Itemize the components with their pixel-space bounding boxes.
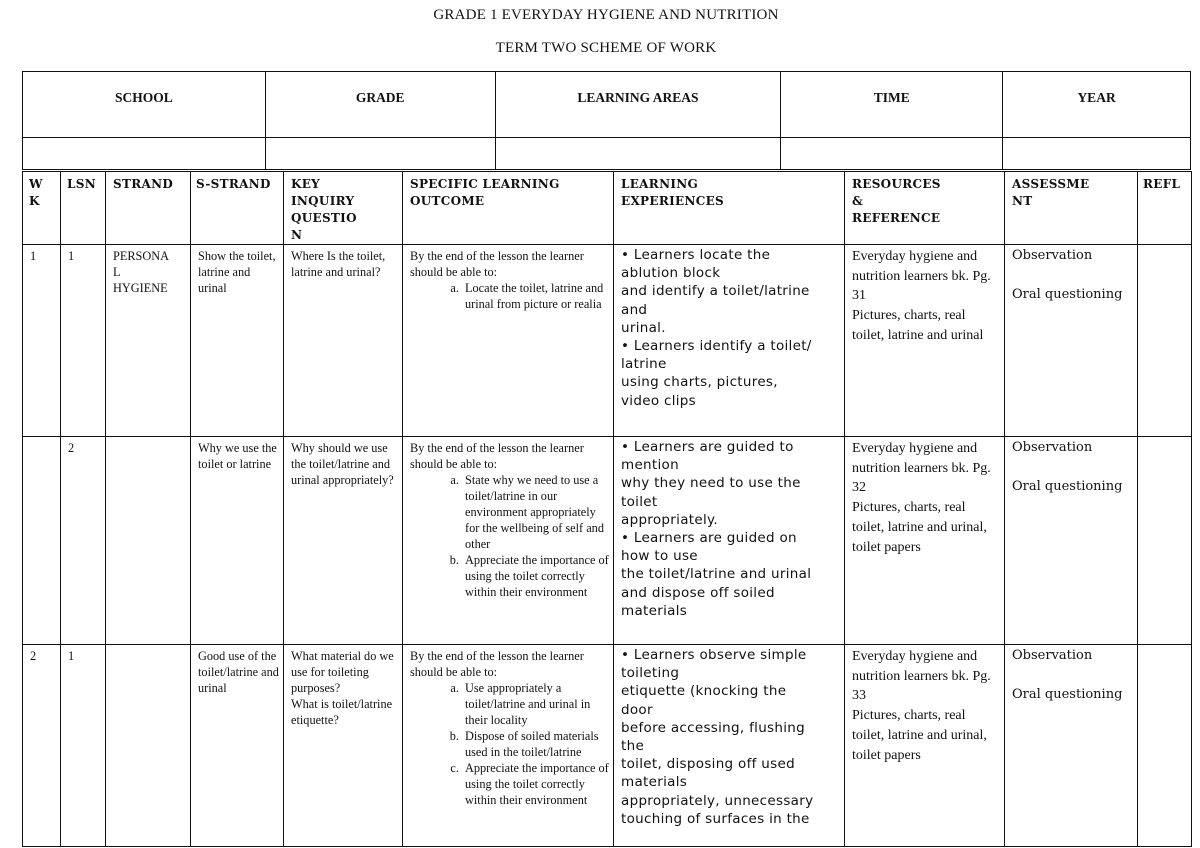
col-header-key-inquiry: KEY INQUIRY QUESTIO N bbox=[284, 172, 403, 245]
time-value-cell[interactable] bbox=[781, 138, 1003, 170]
learning-areas-label: LEARNING AREAS bbox=[495, 72, 781, 138]
learning-outcome-cell bbox=[403, 437, 614, 645]
table-row bbox=[23, 437, 1192, 645]
reflection-cell[interactable] bbox=[1138, 645, 1192, 847]
learning-experiences-cell: • Learners observe simple toileting etiquette (knocking the door before accessing, flushing the toilet, disposing off used materials appropriately, unnecessary touching of surfaces in the bbox=[614, 645, 845, 847]
key-inquiry-cell: Why should we use the toilet/latrine and urinal appropriately? bbox=[284, 437, 403, 645]
lesson-cell: 1 bbox=[61, 245, 106, 437]
assessment-cell bbox=[1005, 245, 1138, 437]
outcome-item: b. Appreciate the importance of using the toilet correctly within their environment bbox=[462, 552, 609, 600]
col-header-reflection: REFL bbox=[1138, 172, 1192, 245]
week-cell: 2 bbox=[23, 645, 61, 847]
assessment-item: Oral questioning bbox=[1012, 687, 1123, 702]
document-subtitle: TERM TWO SCHEME OF WORK bbox=[495, 40, 717, 56]
learning-experiences-cell: • Learners are guided to mention why they need to use the toilet appropriately. • Learners are guided on how to use the toilet/latrine and urinal and dispose off soiled materials bbox=[614, 437, 845, 645]
col-header-week: W K bbox=[23, 172, 61, 245]
grade-value-cell[interactable] bbox=[265, 138, 495, 170]
table-row bbox=[23, 645, 1192, 847]
strand-cell: PERSONA L HYGIENE bbox=[106, 245, 191, 437]
sub-strand-cell: Good use of the toilet/latrine and urinal bbox=[191, 645, 284, 847]
assessment-item: Observation bbox=[1012, 648, 1093, 663]
time-label: TIME bbox=[781, 72, 1003, 138]
outcome-intro: By the end of the lesson the learner should be able to: bbox=[410, 649, 584, 679]
reflection-cell[interactable] bbox=[1138, 437, 1192, 645]
outcome-list bbox=[410, 680, 609, 808]
col-header-lesson: LSN bbox=[61, 172, 106, 245]
outcome-item: a. Use appropriately a toilet/latrine and urinal in their locality bbox=[462, 680, 609, 728]
outcome-intro: By the end of the lesson the learner should be able to: bbox=[410, 249, 584, 279]
col-header-resources: RESOURCES & REFERENCE bbox=[845, 172, 1005, 245]
col-header-sub-strand: S-STRAND bbox=[191, 172, 284, 245]
assessment-item: Oral questioning bbox=[1012, 287, 1123, 302]
outcome-item: a. State why we need to use a toilet/latrine in our environment appropriately for the wellbeing of self and other bbox=[462, 472, 609, 552]
outcome-intro: By the end of the lesson the learner should be able to: bbox=[410, 441, 584, 471]
lesson-cell: 1 bbox=[61, 645, 106, 847]
assessment-item: Observation bbox=[1012, 440, 1093, 455]
sub-strand-cell: Why we use the toilet or latrine bbox=[191, 437, 284, 645]
school-label: SCHOOL bbox=[23, 72, 266, 138]
key-inquiry-cell: What material do we use for toileting purposes? What is toilet/latrine etiquette? bbox=[284, 645, 403, 847]
strand-cell bbox=[106, 645, 191, 847]
key-inquiry-cell: Where Is the toilet, latrine and urinal? bbox=[284, 245, 403, 437]
assessment-item: Observation bbox=[1012, 248, 1093, 263]
col-header-strand: STRAND bbox=[106, 172, 191, 245]
school-value-cell[interactable] bbox=[23, 138, 266, 170]
learning-areas-value-cell[interactable] bbox=[495, 138, 781, 170]
grade-label: GRADE bbox=[265, 72, 495, 138]
col-header-learning-outcome: SPECIFIC LEARNING OUTCOME bbox=[403, 172, 614, 245]
year-label: YEAR bbox=[1003, 72, 1191, 138]
table-header-row bbox=[23, 172, 1192, 245]
assessment-cell bbox=[1005, 437, 1138, 645]
outcome-item: a. Locate the toilet, latrine and urinal from picture or realia bbox=[462, 280, 609, 312]
sub-strand-cell: Show the toilet, latrine and urinal bbox=[191, 245, 284, 437]
learning-experiences-cell: • Learners locate the ablution block and identify a toilet/latrine and urinal. • Learners identify a toilet/ latrine using charts, pictures, video clips bbox=[614, 245, 845, 437]
resources-cell: Everyday hygiene and nutrition learners bk. Pg. 32 Pictures, charts, real toilet, latrine and urinal, toilet papers bbox=[845, 437, 1005, 645]
year-value-cell[interactable] bbox=[1003, 138, 1191, 170]
learning-outcome-cell bbox=[403, 245, 614, 437]
reflection-cell[interactable] bbox=[1138, 245, 1192, 437]
week-cell: 1 bbox=[23, 245, 61, 437]
outcome-list bbox=[410, 472, 609, 600]
assessment-cell bbox=[1005, 645, 1138, 847]
document-title: GRADE 1 EVERYDAY HYGIENE AND NUTRITION bbox=[433, 7, 779, 23]
scheme-of-work-table bbox=[22, 171, 1192, 847]
lesson-cell: 2 bbox=[61, 437, 106, 645]
outcome-item: b. Dispose of soiled materials used in the toilet/latrine bbox=[462, 728, 609, 760]
table-row bbox=[23, 245, 1192, 437]
header-info-table bbox=[22, 71, 1191, 170]
outcome-item: c. Appreciate the importance of using the toilet correctly within their environment bbox=[462, 760, 609, 808]
week-cell bbox=[23, 437, 61, 645]
strand-cell bbox=[106, 437, 191, 645]
assessment-item: Oral questioning bbox=[1012, 479, 1123, 494]
resources-cell: Everyday hygiene and nutrition learners bk. Pg. 31 Pictures, charts, real toilet, latrine and urinal bbox=[845, 245, 1005, 437]
outcome-list bbox=[410, 280, 609, 312]
col-header-learning-experiences: LEARNING EXPERIENCES bbox=[614, 172, 845, 245]
learning-outcome-cell bbox=[403, 645, 614, 847]
col-header-assessment: ASSESSME NT bbox=[1005, 172, 1138, 245]
resources-cell: Everyday hygiene and nutrition learners bk. Pg. 33 Pictures, charts, real toilet, latrine and urinal, toilet papers bbox=[845, 645, 1005, 847]
